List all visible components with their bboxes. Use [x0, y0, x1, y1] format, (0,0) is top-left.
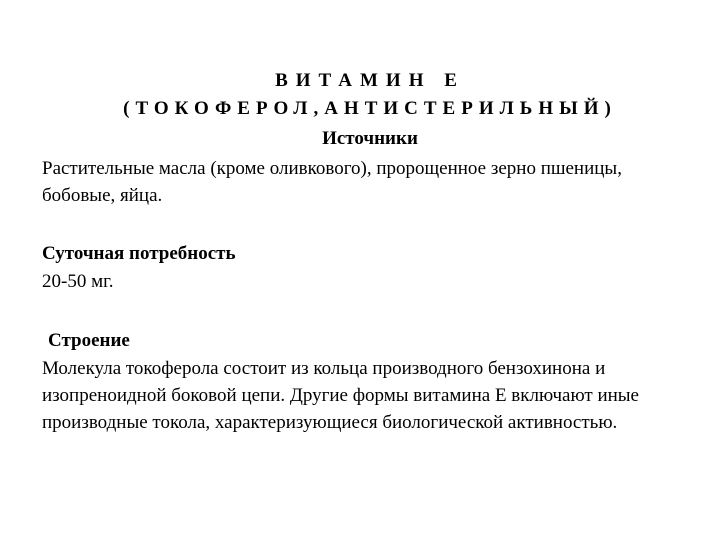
slide-title: ВИТАМИН Е	[275, 70, 465, 91]
structure-text: Молекула токоферола состоит из кольца производного бензохинона и изопреноидной боковой цепи. Другие формы витамина Е включают иные производные токола, характеризующиеся биологической активностью.	[42, 358, 639, 433]
sources-text: Растительные масла (кроме оливкового), пророщенное зерно пшеницы, бобовые, яйца.	[42, 158, 622, 206]
structure-text-block	[42, 355, 682, 436]
slide-subtitle: (ТОКОФЕРОЛ,АНТИСТЕРИЛЬНЫЙ)	[123, 98, 617, 119]
structure-heading: Строение	[48, 330, 130, 351]
sources-text-block	[42, 155, 682, 209]
daily-requirement-value: 20-50 мг.	[42, 271, 114, 292]
daily-requirement-heading: Суточная потребность	[42, 243, 236, 264]
sources-heading: Источники	[322, 128, 418, 149]
